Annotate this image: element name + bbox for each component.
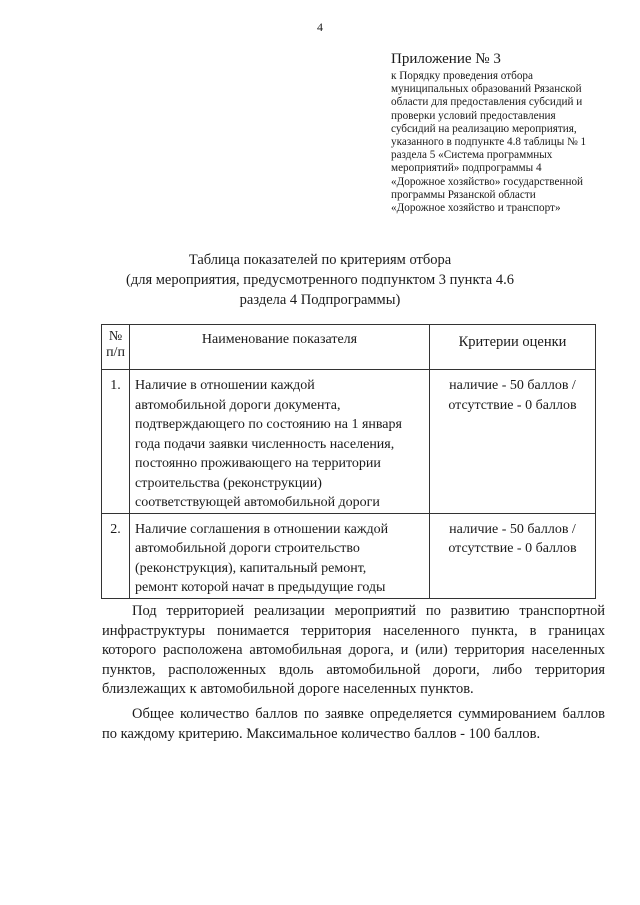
- row-indicator-name: Наличие в отношении каждой автомобильной дороги документа, подтверждающего по состоянию на 1 января года подачи заявки численность населения, постоянно проживающего на территории строительства (реконструкции) соответствующей автомобильной дороги: [130, 370, 430, 514]
- appendix-line: «Дорожное хозяйство и транспорт»: [391, 202, 561, 215]
- paragraph-territory-definition: Под территорией реализации мероприятий по развитию транспортной инфраструктуры понимается территория населенного пункта, в границах которого расположена автомобильная дорога, и (или) территория населенных пунктов, расположенных вдоль автомобильной дороги, либо территория близлежащих к автомобильной дороге населенных пунктов.: [102, 603, 605, 697]
- appendix-line: субсидий на реализацию мероприятия,: [391, 122, 577, 135]
- header-criteria: Критерии оценки: [430, 325, 596, 370]
- table-caption: [0, 250, 640, 310]
- table-header-row: [102, 325, 596, 370]
- table-caption-title: Таблица показателей по критериям отбора: [188, 252, 452, 268]
- row-indicator-name: Наличие соглашения в отношении каждой автомобильной дороги строительство (реконструкция), капитальный ремонт, ремонт которой начат в предыдущие годы: [130, 513, 430, 598]
- header-num: № п/п: [102, 325, 130, 370]
- header-name: Наименование показателя: [130, 325, 430, 370]
- paragraph-scoring-total: Общее количество баллов по заявке определяется суммированием баллов по каждому критерию. Максимальное количество баллов - 100 баллов.: [102, 706, 605, 742]
- appendix-line: мероприятий» подпрограммы 4: [391, 162, 542, 175]
- appendix-line: программы Рязанской области: [391, 188, 536, 201]
- appendix-line: проверки условий предоставления: [391, 109, 556, 122]
- row-number: 2.: [102, 513, 130, 598]
- appendix-block: [391, 50, 621, 215]
- table-caption-subtitle: раздела 4 Подпрограммы): [239, 292, 401, 308]
- appendix-line: указанного в подпункте 4.8 таблицы № 1: [391, 136, 587, 149]
- table-row: [102, 370, 596, 514]
- row-number: 1.: [102, 370, 130, 514]
- table-row: [102, 513, 596, 598]
- row-criteria: наличие - 50 баллов / отсутствие - 0 баллов: [430, 370, 596, 514]
- page-number: 4: [317, 20, 323, 34]
- row-criteria: наличие - 50 баллов / отсутствие - 0 баллов: [430, 513, 596, 598]
- appendix-line: раздела 5 «Система программных: [391, 149, 553, 162]
- table-caption-subtitle: (для мероприятия, предусмотренного подпунктом 3 пункта 4.6: [126, 272, 514, 288]
- appendix-line: «Дорожное хозяйство» государственной: [391, 175, 584, 188]
- appendix-line: муниципальных образований Рязанской: [391, 83, 582, 96]
- appendix-line: к Порядку проведения отбора: [391, 70, 533, 82]
- criteria-table: [101, 324, 596, 599]
- appendix-line: области для предоставления субсидий и: [391, 96, 583, 109]
- appendix-title: Приложение № 3: [391, 51, 501, 67]
